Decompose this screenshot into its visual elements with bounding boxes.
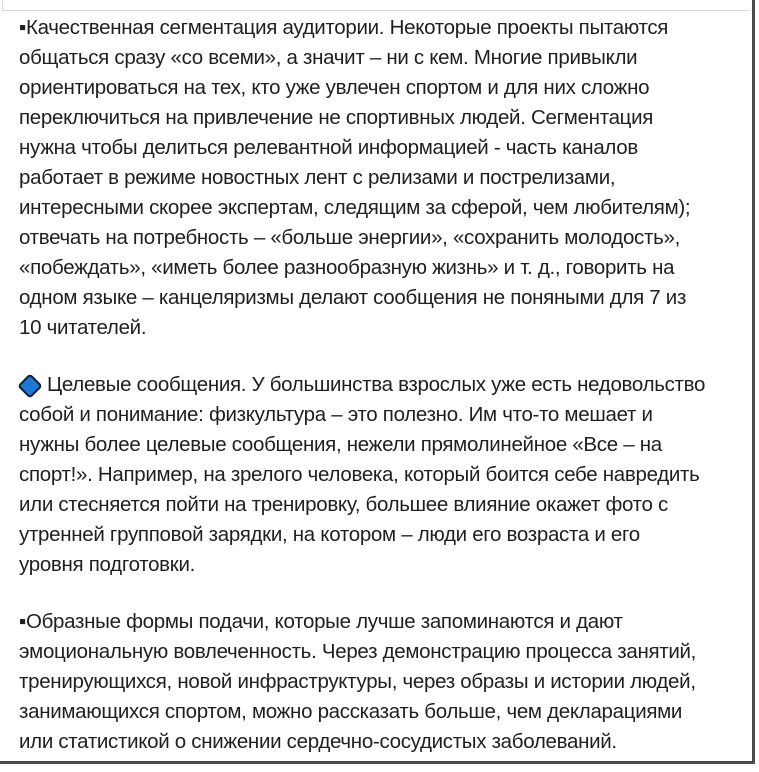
text-line: работает в режиме новостных лент с релизами и пострелизами, [19,166,616,189]
text-line: собой и понимание: физкультура – это полезно. Им что-то мешает и [19,403,653,426]
paragraph-audience-segmentation [19,13,750,343]
text-line: уровня подготовки. [19,553,195,576]
text-line: 10 читателей. [19,316,147,339]
text-line: занимающихся спортом, можно рассказать больше, чем декларациями [19,700,683,723]
text-line: «побеждать», «иметь более разнообразную жизнь» и т. д., говорить на [19,256,675,279]
bottom-window-edge [0,761,755,764]
text-line: тренирующихся, новой инфраструктуры, через образы и истории людей, [19,670,696,693]
right-window-edge [752,0,755,763]
paragraph-figurative-forms [19,607,750,757]
article-text [19,13,750,757]
text-line: эмоциональную вовлеченность. Через демонстрацию процесса занятий, [19,640,697,663]
text-line: или стесняется пойти на тренировку, большее влияние окажет фото с [19,493,668,516]
text-line: нужна чтобы делиться релевантной информацией - часть каналов [19,136,639,159]
paragraph-target-messages [19,370,750,580]
paragraph-target-messages-text [19,370,750,580]
top-divider-line [2,10,750,11]
text-line: нужны более целевые сообщения, нежели прямолинейное «Все – на [19,433,662,456]
text-line: общаться сразу «со всеми», а значит – ни с кем. Многие привыкли [19,46,638,69]
text-line: одном языке – канцеляризмы делают сообщения не поняными для 7 из [19,286,687,309]
text-line: утренней групповой зарядки, на котором – люди его возраста и его [19,523,640,546]
text-line: ориентироваться на тех, кто уже увлечен спортом и для них сложно [19,76,650,99]
text-line: интересными скорее экспертам, следящим за сферой, чем любителям); [19,196,691,219]
text-line: или статистикой о снижении сердечно-сосудистых заболеваний. [19,730,617,753]
text-line: отвечать на потребность – «больше энергии», «сохранить молодость», [19,226,680,249]
blue-diamond-shape [19,375,42,398]
text-line: переключиться на привлечение не спортивных людей. Сегментация [19,106,654,129]
top-left-corner-line [2,0,3,11]
blue-diamond-icon [17,373,43,399]
text-line: спорт!». Например, на зрелого человека, который боится себе навредить [19,463,700,486]
text-line: Целевые сообщения. У большинства взрослых уже есть недовольство [47,373,706,396]
text-line: ▪Качественная сегментация аудитории. Некоторые проекты пытаются [19,16,669,39]
text-line: ▪Образные формы подачи, которые лучше запоминаются и дают [19,610,623,633]
